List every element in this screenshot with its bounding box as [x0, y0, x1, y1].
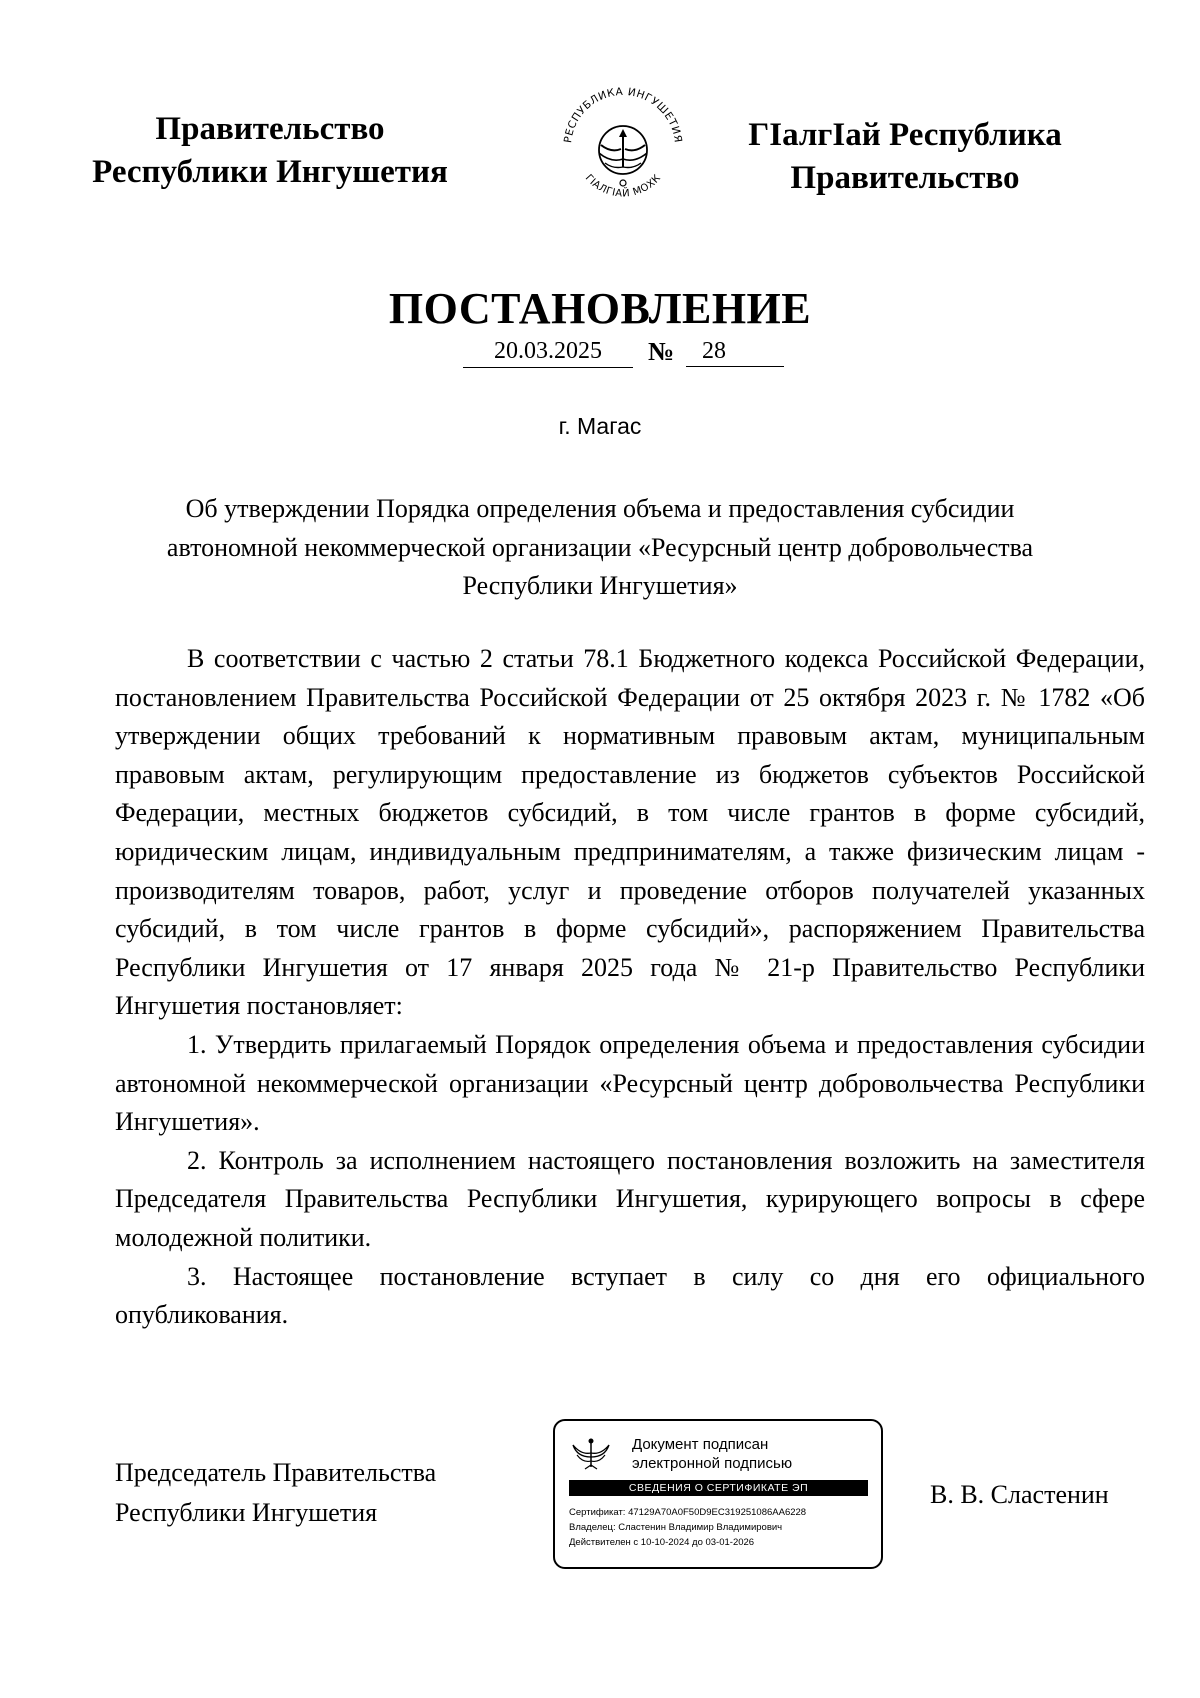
seal-text-top: РЕСПУБЛИКА ИНГУШЕТИЯ [562, 85, 684, 144]
preamble-paragraph: В соответствии с частью 2 статьи 78.1 Бюджетного кодекса Российской Федерации, постановлением Правительства Российской Федерации от 25 октября 2023 г. № 1782 «Об утверждении общих требований к нормативным правовым актам, муниципальным правовым актам, регулирующим предоставление из бюджетов субъектов Российской Федерации, местных бюджетов субсидий, в том числе грантов в форме субсидий, юридическим лицам, индивидуальным предпринимателям, а также физическим лицам - производителям товаров, работ, услуг и проведение отборов получателей указанных субсидий, в том числе грантов в форме субсидий», распоряжением Правительства Республики Ингушетия от 17 января 2025 года № 21-р Правительство Республики Ингушетия постановляет: [115, 644, 1145, 1021]
electronic-signature-stamp [553, 1419, 883, 1569]
header-right [720, 114, 1090, 200]
subject-line: Республики Ингушетия» [462, 571, 738, 600]
number-sign: № [648, 337, 675, 366]
header-left [80, 108, 460, 194]
coat-of-arms-seal-icon [553, 75, 693, 215]
esig-certificate-info [569, 1505, 806, 1550]
document-subject [140, 490, 1060, 606]
signatory-position-line2: Республики Ингушетия [115, 1498, 378, 1527]
seal-text-bottom: ГIАЛГIАЙ МОХК [582, 172, 664, 200]
city: г. Магас [558, 413, 642, 439]
subject-line: Об утверждении Порядка определения объема и предоставления субсидии [185, 494, 1015, 523]
esig-certificate-header: СВЕДЕНИЯ О СЕРТИФИКАТЕ ЭП [569, 1480, 868, 1496]
item-3-paragraph: 3. Настоящее постановление вступает в силу со дня его официального опубликования. [115, 1261, 1145, 1330]
signatory-position [115, 1453, 436, 1533]
subject-line: автономной некоммерческой организации «Ресурсный центр добровольчества [166, 532, 1034, 562]
document-body [115, 640, 1145, 1335]
document-type-title: ПОСТАНОВЛЕНИЕ [388, 284, 812, 333]
item-1-paragraph: 1. Утвердить прилагаемый Порядок определения объема и предоставления субсидии автономной некоммерческой организации «Ресурсный центр добровольчества Республики Ингушетия». [115, 1029, 1145, 1137]
esig-title-line2: электронной подписью [632, 1455, 793, 1472]
esig-certificate: Сертификат: 47129A70A0F50D9EC319251086AA6228 [569, 1507, 807, 1518]
header-right-line2: Правительство [790, 160, 1020, 196]
signatory-name: В. В. Сластенин [930, 1480, 1109, 1509]
esig-validity: Действителен с 10-10-2024 до 03-01-2026 [569, 1537, 755, 1548]
header-left-line2: Республики Ингушетия [92, 154, 448, 190]
esig-owner: Владелец: Сластенин Владимир Владимирович [569, 1522, 783, 1533]
header-left-line1: Правительство [155, 111, 385, 147]
signatory-position-line1: Председатель Правительства [115, 1458, 437, 1487]
esig-title-line1: Документ подписан [632, 1436, 769, 1453]
esig-title [632, 1435, 792, 1473]
eagle-emblem-icon [569, 1435, 613, 1475]
header-right-line1: ГIалгIай Республика [748, 117, 1062, 153]
document-number: 28 [686, 335, 784, 367]
document-date: 20.03.2025 [463, 335, 633, 368]
item-2-paragraph: 2. Контроль за исполнением настоящего постановления возложить на заместителя Председателя Правительства Республики Ингушетия, курирующего вопросы в сфере молодежной политики. [115, 1145, 1145, 1252]
